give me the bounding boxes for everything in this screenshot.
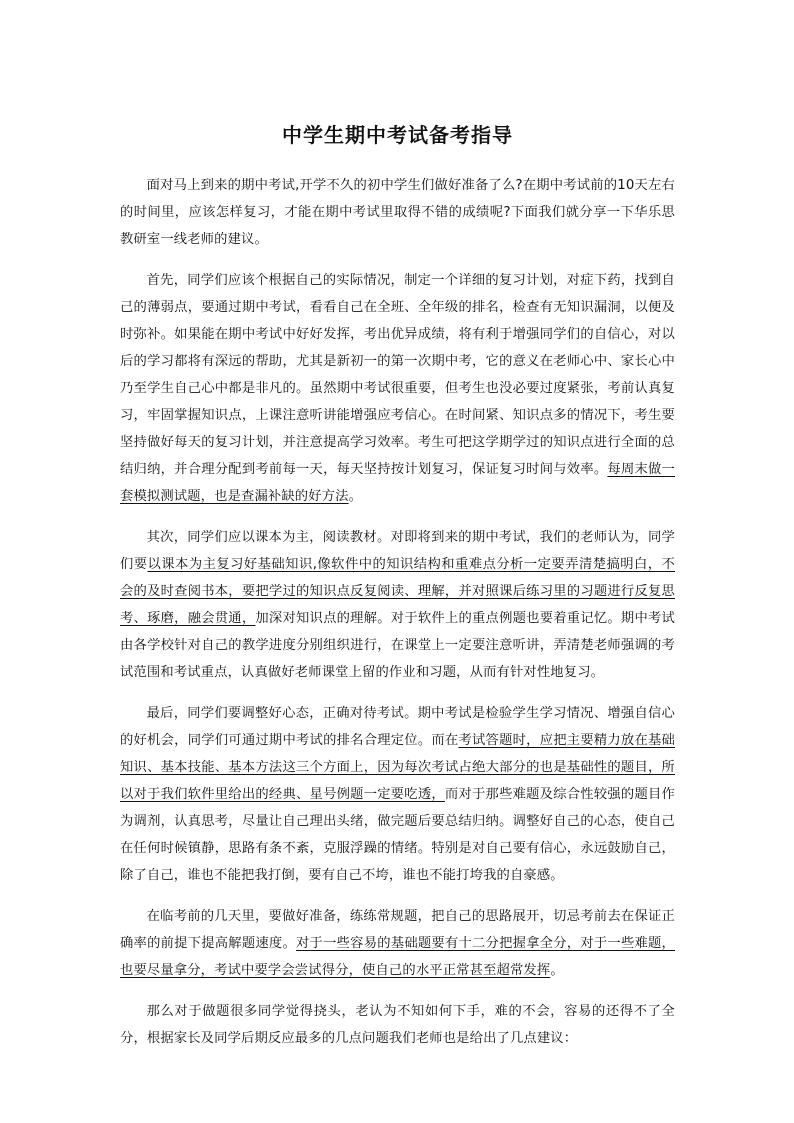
paragraph-text: 面对马上到来的期中考试,开学不久的初中学生们做好准备了么?在期中考试前的10天左右的时间里，应该怎样复习，才能在期中考试里取得不错的成绩呢?下面我们就分享一下华乐思教研室一线老师的建议。 bbox=[120, 178, 675, 247]
underlined-text: 以课本为主复习好基础知识,像软件中的知识结构和重难点分析一定要弄清楚搞明白，不会的及时查阅书本，要把学过的知识点反复阅读、理解，并对照课后练习里的习题进行反复思考、琢磨，融会贯通， bbox=[120, 557, 675, 626]
paragraph-text: 最后，同学们要调整好心态，正确对待考试。期中考试是检验学生学习情况、增强自信心的好机会，同学们可通过期中考试的排名合理定位。而在 bbox=[120, 706, 675, 748]
paragraph-fifth bbox=[120, 998, 675, 1052]
document-title: 中学生期中考试备考指导 bbox=[282, 123, 513, 147]
paragraph-intro bbox=[120, 172, 675, 253]
paragraph-text: 首先，同学们应该个根据自己的实际情况，制定一个详细的复习计划，对症下药，找到自己的薄弱点，要通过期中考试，看看自己在全班、全年级的排名，检查有无知识漏洞，以便及时弥补。如果能在期中考试中好好发挥，考出优异成绩，将有利于增强同学们的自信心，对以后的学习都将有深远的帮助，尤其是新初一的第一次期中考，它的意义在老师心中、家长心中乃至学生自己心中都是非凡的。虽然期中考试很重要，但考生也没必要过度紧张，考前认真复习，牢固掌握知识点，上课注意听讲能增强应考信心。在时间紧、知识点多的情况下，考生要坚持做好每天的复习计划，并注意提高学习效率。考生可把这学期学过的知识点进行全面的总结归纳，并合理分配到考前每一天，每天坚持按计划复习，保证复习时间与效率。 bbox=[120, 273, 675, 477]
document-page bbox=[120, 120, 675, 1066]
paragraph-third bbox=[120, 700, 675, 889]
paragraph-text: 。 bbox=[550, 963, 564, 978]
paragraph-text: 在临考前的几天里，要做好准备，练练常规题，把自己的思路展开，切忌考前去在保证正确率的前提下提高解题速度。 bbox=[120, 909, 675, 951]
paragraph-text: 加深对知识点的理解。对于软件上的重点例题也要着重记忆。期中考试由各学校针对自己的教学进度分别组织进行，在课堂上一定要注意听讲，弄清楚老师强调的考试范围和考试重点，认真做好老师课堂上留的作业和习题，从而有针对性地复习。 bbox=[120, 611, 675, 680]
paragraph-text: 其次，同学们应以课本为主，阅读教材。对即将到来的期中考试，我们的老师认为，同学们要 bbox=[120, 530, 675, 572]
underlined-text: 考试答题时，应把主要精力放在基础知识、基本技能、基本方法这三个方面上，因为每次考试占绝大部分的也是基础性的题目，所以对于我们软件里给出的经典、星号例题一定要吃透， bbox=[120, 733, 675, 802]
paragraph-second bbox=[120, 524, 675, 686]
paragraph-text: 。 bbox=[348, 489, 363, 504]
paragraph-text: 那么对于做题很多同学觉得挠头，老认为不知如何下手，难的不会，容易的还得不了全分，根据家长及同学后期反应最多的几点问题我们老师也是给出了几点建议： bbox=[120, 1004, 675, 1046]
underlined-text: 每周末做一套模拟测试题，也是查漏补缺的好方法 bbox=[120, 462, 676, 504]
paragraph-text: 而对于那些难题及综合性较强的题目作为调剂，认真思考，尽量让自己理出头绪，做完题后要总结归纳。调整好自己的心态，使自己在任何时候镇静，思路有条不紊，克服浮躁的情绪。特别是对自己要有信心，永远鼓励自己，除了自己，谁也不能把我打倒，要有自己不垮，谁也不能打垮我的自豪感。 bbox=[120, 787, 675, 883]
paragraph-fourth bbox=[120, 903, 675, 984]
underlined-text: 对于一些容易的基础题要有十二分把握拿全分，对于一些难题，也要尽量拿分，考试中要学会尝试得分，使自己的水平正常甚至超常发挥 bbox=[120, 936, 676, 978]
paragraph-first bbox=[120, 267, 675, 510]
